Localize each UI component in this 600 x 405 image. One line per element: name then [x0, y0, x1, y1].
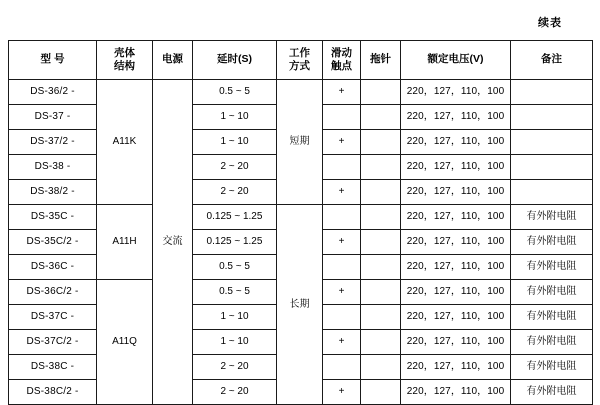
cell-delay: 1 ~ 10 [193, 130, 277, 155]
cell-remark [511, 180, 593, 205]
cell-slide [323, 205, 361, 230]
header-rated-line1: 额定电压(V) [427, 53, 484, 66]
cell-remark [511, 105, 593, 130]
cell-drag [361, 230, 401, 255]
cell-rated: 220，127，110，100 [401, 105, 511, 130]
cell-delay: 0.125 ~ 1.25 [193, 205, 277, 230]
cell-drag [361, 330, 401, 355]
cell-slide: + [323, 130, 361, 155]
cell-remark: 有外附电阻 [511, 355, 593, 380]
header-work-mode [277, 41, 323, 80]
cell-delay: 2 ~ 20 [193, 380, 277, 405]
header-slide-contact [323, 41, 361, 80]
cell-case-a11q: A11Q [97, 280, 153, 405]
cell-model: DS-38C - [9, 355, 97, 380]
cell-case-a11h: A11H [97, 205, 153, 280]
cell-rated: 220，127，110，100 [401, 80, 511, 105]
cell-slide: + [323, 330, 361, 355]
cell-delay: 0.125 ~ 1.25 [193, 230, 277, 255]
cell-slide: + [323, 180, 361, 205]
cell-remark: 有外附电阻 [511, 205, 593, 230]
cell-rated: 220，127，110，100 [401, 155, 511, 180]
cell-slide: + [323, 280, 361, 305]
cell-remark: 有外附电阻 [511, 380, 593, 405]
cell-drag [361, 155, 401, 180]
header-delay [193, 41, 277, 80]
header-model [9, 41, 97, 80]
header-work-line1: 工作 [289, 46, 310, 59]
cell-rated: 220，127，110，100 [401, 230, 511, 255]
cell-remark: 有外附电阻 [511, 280, 593, 305]
header-case-line2: 结构 [114, 60, 135, 72]
cell-model: DS-38 - [9, 155, 97, 180]
cell-delay: 0.5 ~ 5 [193, 80, 277, 105]
cell-remark: 有外附电阻 [511, 305, 593, 330]
cell-drag [361, 205, 401, 230]
cell-model: DS-35C - [9, 205, 97, 230]
cell-drag [361, 80, 401, 105]
cell-rated: 220，127，110，100 [401, 355, 511, 380]
cell-drag [361, 305, 401, 330]
cell-delay: 0.5 ~ 5 [193, 280, 277, 305]
header-delay-line1: 延时(S) [217, 53, 252, 66]
cell-drag [361, 280, 401, 305]
header-case-line1: 壳体 [114, 46, 135, 59]
cell-drag [361, 380, 401, 405]
cell-delay: 2 ~ 20 [193, 355, 277, 380]
cell-delay: 1 ~ 10 [193, 305, 277, 330]
cell-model: DS-36C - [9, 255, 97, 280]
cell-remark [511, 155, 593, 180]
cell-model: DS-36/2 - [9, 80, 97, 105]
cell-model: DS-36C/2 - [9, 280, 97, 305]
header-case [97, 41, 153, 80]
cell-work-short: 短期 [277, 80, 323, 205]
header-power-line1: 电源 [162, 53, 183, 66]
cell-slide: + [323, 230, 361, 255]
table-row [9, 80, 593, 105]
cell-delay: 0.5 ~ 5 [193, 255, 277, 280]
cell-rated: 220，127，110，100 [401, 255, 511, 280]
cell-drag [361, 130, 401, 155]
cell-remark [511, 130, 593, 155]
cell-drag [361, 180, 401, 205]
cell-rated: 220，127，110，100 [401, 130, 511, 155]
cell-drag [361, 105, 401, 130]
cell-model: DS-38C/2 - [9, 380, 97, 405]
cell-model: DS-38/2 - [9, 180, 97, 205]
cell-model: DS-37 - [9, 105, 97, 130]
cell-rated: 220，127，110，100 [401, 305, 511, 330]
header-remark [511, 41, 593, 80]
header-drag-pointer [361, 41, 401, 80]
cell-slide [323, 105, 361, 130]
specification-table [8, 40, 593, 405]
cell-slide [323, 355, 361, 380]
cell-delay: 2 ~ 20 [193, 155, 277, 180]
cell-slide [323, 255, 361, 280]
cell-delay: 2 ~ 20 [193, 180, 277, 205]
header-slide-line1: 滑动 [331, 46, 352, 59]
header-drag-line1: 拖针 [370, 53, 391, 66]
cell-rated: 220，127，110，100 [401, 280, 511, 305]
cell-rated: 220，127，110，100 [401, 205, 511, 230]
table-header-row [9, 41, 593, 80]
header-work-line2: 方式 [289, 60, 310, 72]
header-rated-voltage [401, 41, 511, 80]
cell-remark: 有外附电阻 [511, 255, 593, 280]
cell-model: DS-37C - [9, 305, 97, 330]
spec-table-wrapper [8, 40, 592, 405]
cell-work-long: 长期 [277, 205, 323, 405]
cell-model: DS-37C/2 - [9, 330, 97, 355]
cell-drag [361, 255, 401, 280]
cell-rated: 220，127，110，100 [401, 180, 511, 205]
cell-rated: 220，127，110，100 [401, 330, 511, 355]
header-slide-line2: 触点 [331, 60, 352, 72]
cell-rated: 220，127，110，100 [401, 380, 511, 405]
continued-table-label: 续表 [538, 17, 562, 29]
cell-delay: 1 ~ 10 [193, 105, 277, 130]
cell-slide: + [323, 80, 361, 105]
cell-slide [323, 155, 361, 180]
header-power [153, 41, 193, 80]
table-row [9, 205, 593, 230]
header-model-line1: 型 号 [40, 53, 65, 66]
cell-remark: 有外附电阻 [511, 330, 593, 355]
table-body [9, 80, 593, 405]
cell-case-a11k: A11K [97, 80, 153, 205]
cell-slide: + [323, 380, 361, 405]
cell-model: DS-37/2 - [9, 130, 97, 155]
cell-model: DS-35C/2 - [9, 230, 97, 255]
cell-delay: 1 ~ 10 [193, 330, 277, 355]
cell-drag [361, 355, 401, 380]
cell-power: 交流 [153, 80, 193, 405]
cell-remark: 有外附电阻 [511, 230, 593, 255]
header-remark-line1: 备注 [541, 53, 562, 66]
cell-remark [511, 80, 593, 105]
cell-slide [323, 305, 361, 330]
